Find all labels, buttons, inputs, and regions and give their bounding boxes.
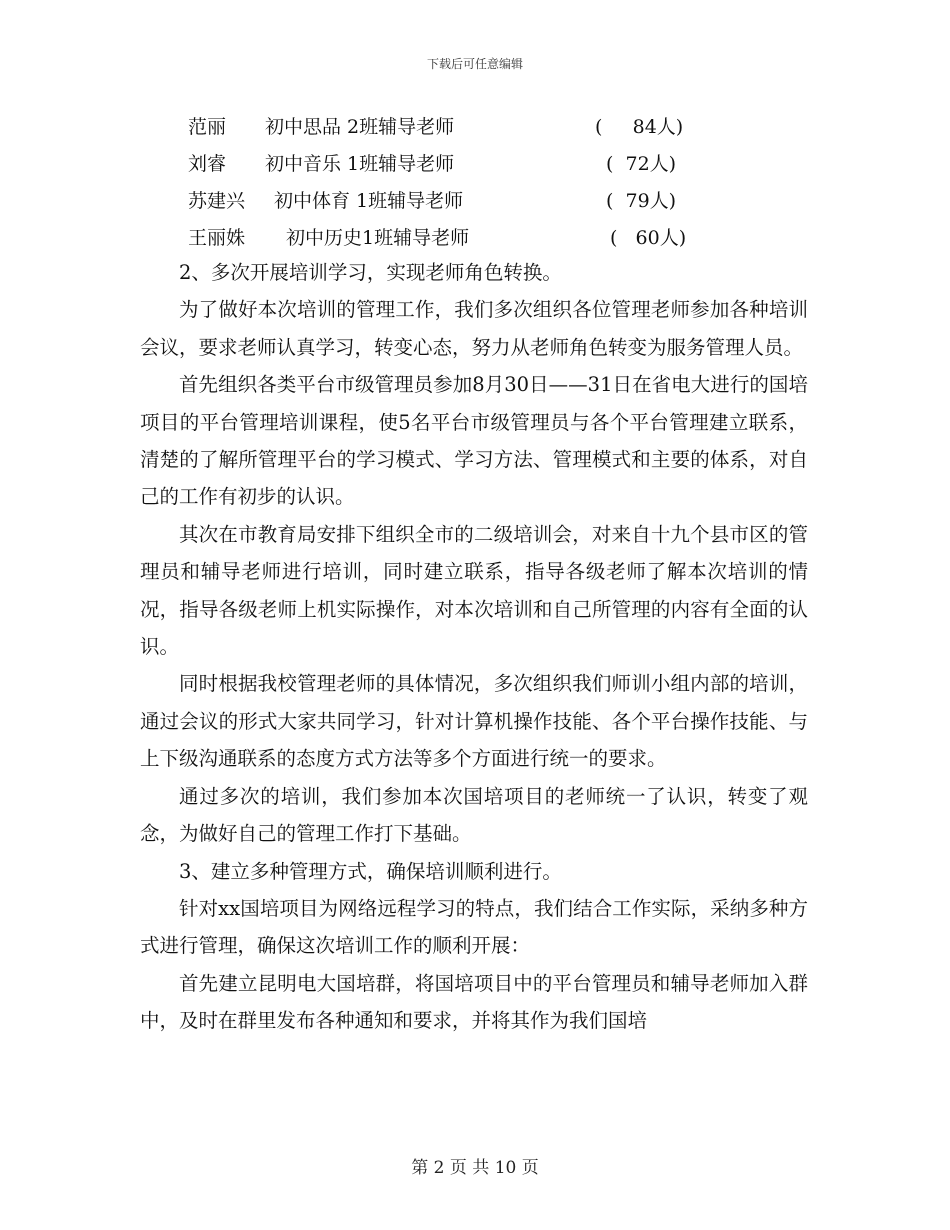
paragraph: 通过多次的培训，我们参加本次国培项目的老师统一了认识，转变了观念，为做好自己的管理工作打下基础。 bbox=[140, 784, 808, 846]
student-count: ( 84人) bbox=[595, 116, 684, 138]
roster-row bbox=[188, 114, 808, 151]
page-header: 下载后可任意编辑 bbox=[426, 57, 523, 71]
student-count: ( 60人) bbox=[610, 227, 687, 249]
paragraph: 其次在市教育局安排下组织全市的二级培训会，对来自十九个县市区的管理员和辅导老师进行培训，同时建立联系，指导各级老师了解本次培训的情况，指导各级老师上机实际操作，对本次培训和自己所管理的内容有全面的认识。 bbox=[140, 522, 808, 659]
student-count: ( 79人) bbox=[606, 190, 677, 212]
section-heading: 3、建立多种管理方式，确保培训顺利进行。 bbox=[179, 859, 562, 883]
teacher-roster bbox=[188, 114, 808, 262]
paragraph: 针对xx国培项目为网络远程学习的特点，我们结合工作实际，采纳多种方式进行管理，确保这次培训工作的顺利开展： bbox=[140, 896, 808, 958]
roster-row bbox=[188, 188, 808, 225]
paragraph: 首先建立昆明电大国培群，将国培项目中的平台管理员和辅导老师加入群中，及时在群里发布各种通知和要求，并将其作为我们国培 bbox=[140, 971, 808, 1033]
teacher-course: 初中思品 2班辅导老师 bbox=[265, 116, 455, 138]
teacher-course: 初中体育 1班辅导老师 bbox=[274, 190, 464, 212]
teacher-name: 苏建兴 bbox=[188, 190, 246, 212]
document-body bbox=[140, 254, 808, 1040]
student-count: ( 72人) bbox=[606, 153, 677, 175]
roster-row bbox=[188, 151, 808, 188]
teacher-course: 初中历史1班辅导老师 bbox=[286, 227, 470, 249]
paragraph: 为了做好本次培训的管理工作，我们多次组织各位管理老师参加各种培训会议，要求老师认真学习，转变心态，努力从老师角色转变为服务管理人员。 bbox=[140, 298, 808, 359]
teacher-name: 刘睿 bbox=[188, 153, 227, 175]
paragraph: 首先组织各类平台市级管理员参加8月30日——31日在省电大进行的国培项目的平台管理培训课程，使5名平台市级管理员与各个平台管理建立联系，清楚的了解所管理平台的学习模式、学习方法、管理模式和主要的体系，对自己的工作有初步的认识。 bbox=[140, 373, 808, 509]
teacher-course: 初中音乐 1班辅导老师 bbox=[265, 153, 455, 175]
page-number: 第 2 页 共 10 页 bbox=[411, 1158, 539, 1178]
teacher-name: 王丽姝 bbox=[188, 227, 246, 249]
section-heading: 2、多次开展培训学习，实现老师角色转换。 bbox=[179, 261, 562, 284]
teacher-name: 范丽 bbox=[188, 116, 227, 138]
paragraph: 同时根据我校管理老师的具体情况，多次组织我们师训小组内部的培训，通过会议的形式大家共同学习，针对计算机操作技能、各个平台操作技能、与上下级沟通联系的态度方式方法等多个方面进行统一的要求。 bbox=[140, 672, 808, 771]
